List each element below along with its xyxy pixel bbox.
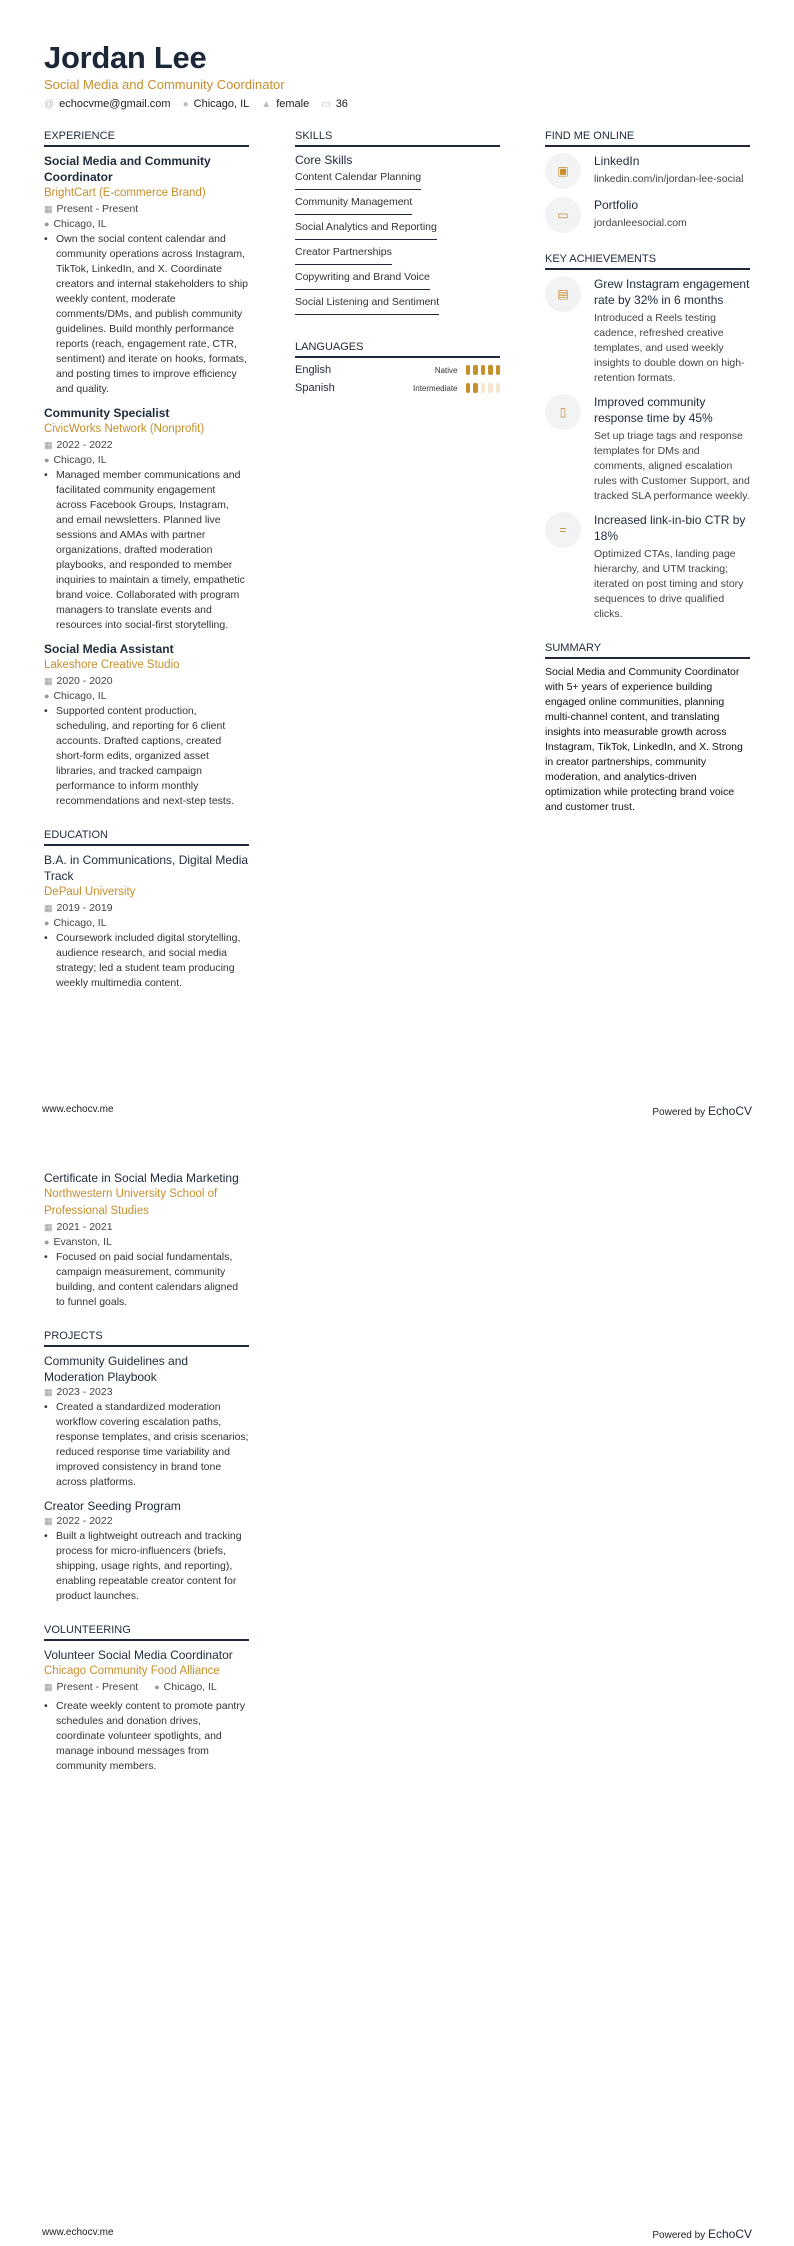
degree: B.A. in Communications, Digital Media Track: [44, 853, 249, 883]
location-pin-icon: ●: [44, 918, 50, 928]
location-pin-icon: ●: [44, 691, 50, 701]
rating-pip-filled: [473, 383, 478, 393]
location-pin-icon: ●: [44, 1237, 50, 1247]
section-heading: EDUCATION: [44, 829, 249, 846]
calendar-icon: ▦: [44, 676, 53, 686]
right-column: [545, 130, 750, 835]
email[interactable]: echocvme@gmail.com: [59, 98, 171, 110]
achievement-desc: Introduced a Reels testing cadence, refreshed creative templates, and used weekly insights to double down on high-retention formats.: [594, 312, 745, 384]
experience-item: Social Media Assistant Lakeshore Creative Studio ▦ 2020 - 2020 ● Chicago, IL • Supported content production, scheduling, and reporting for 6 client accounts. Drafted captions, created short-form edits, organized asset libraries, and tracked campaign performance to inform monthly recommendations and next-step tests.: [44, 641, 249, 809]
description: Built a lightweight outreach and tracking process for micro-influencers (briefs, shipping, usage rights, and reporting), enabling repeatable creator content for product launches.: [56, 1530, 242, 1602]
company: CivicWorks Network (Nonprofit): [44, 423, 205, 435]
skill-item: Community Management: [295, 196, 412, 215]
location: Chicago, IL: [53, 690, 107, 702]
achievements-section: [545, 253, 750, 622]
organization: Chicago Community Food Alliance: [44, 1665, 220, 1677]
rating-pip-filled: [481, 365, 486, 375]
footer-powered-by[interactable]: [652, 1104, 752, 1118]
location-pin-icon: ●: [44, 219, 50, 229]
description: Focused on paid social fundamentals, campaign measurement, community building, and content calendars aligned to funnel goals.: [56, 1251, 239, 1308]
skill-item: Social Listening and Sentiment: [295, 296, 439, 315]
language-level: Intermediate: [413, 383, 458, 393]
project-title: Community Guidelines and Moderation Playbook: [44, 1354, 189, 1384]
section-heading: LANGUAGES: [295, 341, 500, 358]
experience-section: [44, 130, 249, 809]
description: Supported content production, scheduling, and reporting for 6 client accounts. Drafted captions, created short-form edits, organized asset libraries, and tracked campaign performance to inform monthly recommendations and next-step tests.: [56, 705, 235, 807]
section-heading: VOLUNTEERING: [44, 1624, 249, 1641]
candidate-title: Social Media and Community Coordinator: [44, 77, 285, 92]
languages-section: [295, 341, 500, 394]
skill-item: Social Analytics and Reporting: [295, 221, 437, 240]
description: Coursework included digital storytelling, audience research, and social media strategy; led a student team producing weekly multimedia content.: [56, 932, 241, 989]
calendar-icon: ▦: [44, 1682, 53, 1692]
project-item: Creator Seeding Program ▦ 2022 - 2022 • Built a lightweight outreach and tracking process for micro-influencers (briefs, shipping, usage rights, and reporting), enabling repeatable creator content for product launches.: [44, 1498, 249, 1604]
dates: Present - Present: [56, 1681, 139, 1693]
achievement-title: Increased link-in-bio CTR by 18%: [594, 513, 746, 543]
brand-logo: EchoCV: [707, 2227, 752, 2241]
language-name: English: [295, 364, 332, 376]
achievement-item: [545, 276, 750, 386]
link-label: LinkedIn: [594, 154, 640, 168]
calendar-icon: ▦: [44, 1516, 53, 1526]
calendar-icon: ▦: [44, 903, 53, 913]
school: DePaul University: [44, 886, 136, 898]
achievement-desc: Set up triage tags and response templates for DMs and comments, aligned escalation rules with Customer Support, and tracked SLA performance weekly.: [594, 430, 750, 502]
age: 36: [335, 98, 348, 110]
description: Own the social content calendar and community operations across Instagram, TikTok, LinkedIn, and X. Coordinate creators and internal stakeholders to ship weekly content, moderate comments/DMs, and publish community guidelines. Build monthly performance reports (reach, engagement rate, CTR, sentiment) and iterate on hooks, formats, and posting times to improve efficiency and quality.: [56, 233, 249, 395]
achievement-item: [545, 394, 750, 504]
person-icon: ▲: [261, 99, 272, 110]
gender: female: [276, 98, 310, 110]
skill-item: Content Calendar Planning: [295, 171, 421, 190]
calendar-icon: ▭: [321, 99, 331, 110]
rating-pip-empty: [496, 383, 501, 393]
location: Chicago, IL: [53, 454, 107, 466]
rating-pip-empty: [488, 383, 493, 393]
dates: 2022 - 2022: [56, 1515, 113, 1527]
education-item: Certificate in Social Media Marketing Northwestern University School of Professional Studies ▦ 2021 - 2021 ● Evanston, IL • Focused on paid social fundamentals, campaign measurement, community building, and content calendars aligned to funnel goals.: [44, 1170, 249, 1310]
language-rating: [466, 383, 501, 393]
dates: 2021 - 2021: [56, 1221, 113, 1233]
company: BrightCart (E-commerce Brand): [44, 187, 206, 199]
online-link[interactable]: [545, 153, 750, 189]
resume-page-2: [0, 1123, 794, 2246]
job-title: Social Media and Community Coordinator: [44, 154, 211, 184]
rating-pip-filled: [488, 365, 493, 375]
dates: 2023 - 2023: [56, 1386, 113, 1398]
project-item: Community Guidelines and Moderation Playbook ▦ 2023 - 2023 • Created a standardized moderation workflow covering escalation paths, response templates, and crisis scenarios; reduced response time variability and improved consistency in brand tone across platforms.: [44, 1354, 249, 1488]
rating-pip-filled: [466, 365, 471, 375]
brand-logo: EchoCV: [707, 1104, 752, 1118]
location-pin-icon: ●: [182, 99, 189, 110]
left-column: [44, 130, 249, 1011]
company: Lakeshore Creative Studio: [44, 659, 180, 671]
volunteering-section: [44, 1624, 249, 1774]
link-label: Portfolio: [594, 198, 639, 212]
footer-powered-by[interactable]: [652, 2227, 752, 2241]
skill-item: Creator Partnerships: [295, 246, 392, 265]
clipboard-icon: ▣: [545, 153, 581, 189]
project-title: Creator Seeding Program: [44, 1499, 181, 1513]
description: Create weekly content to promote pantry schedules and donation drives, coordinate volunteer spotlights, and manage inbound messages from community members.: [56, 1700, 246, 1772]
location-pin-icon: ●: [154, 1682, 160, 1692]
location-pin-icon: ●: [44, 455, 50, 465]
skill-category: Core Skills: [295, 153, 353, 167]
powered-label: Powered by: [652, 1107, 706, 1118]
rating-pip-empty: [481, 383, 486, 393]
section-heading: PROJECTS: [44, 1330, 249, 1347]
achievement-title: Improved community response time by 45%: [594, 395, 713, 425]
link-url[interactable]: jordanleesocial.com: [594, 217, 687, 229]
job-title: Community Specialist: [44, 406, 170, 420]
middle-column: [295, 130, 500, 414]
job-title: Social Media Assistant: [44, 642, 174, 656]
powered-label: Powered by: [652, 2230, 706, 2241]
achievement-title: Grew Instagram engagement rate by 32% in 6 months: [594, 277, 750, 307]
section-heading: SUMMARY: [545, 642, 750, 659]
dates: 2022 - 2022: [56, 439, 113, 451]
footer-site-link[interactable]: www.echocv.me: [42, 2227, 114, 2238]
calendar-chart-icon: ▤: [545, 276, 581, 312]
language-item: [295, 382, 500, 394]
degree: Certificate in Social Media Marketing: [44, 1171, 239, 1185]
section-heading: FIND ME ONLINE: [545, 130, 750, 147]
school: Northwestern University School of Professional Studies: [44, 1188, 218, 1217]
footer-site-link[interactable]: www.echocv.me: [42, 1104, 114, 1115]
summary-section: [545, 642, 750, 815]
achievement-desc: Optimized CTAs, landing page hierarchy, and UTM tracking; iterated on post timing and story sequences to drive qualified clicks.: [594, 548, 744, 620]
role-title: Volunteer Social Media Coordinator: [44, 1648, 233, 1662]
skill-item: Copywriting and Brand Voice: [295, 271, 430, 290]
email-icon: @: [44, 99, 55, 110]
section-heading: KEY ACHIEVEMENTS: [545, 253, 750, 270]
skills-section: [295, 130, 500, 321]
projects-section: [44, 1330, 249, 1604]
location: Evanston, IL: [53, 1236, 112, 1248]
rating-pip-filled: [473, 365, 478, 375]
online-link[interactable]: [545, 197, 750, 233]
description: Created a standardized moderation workflow covering escalation paths, response templates, and crisis scenarios; reduced response time variability and improved consistency in brand tone across platforms.: [56, 1401, 249, 1488]
rating-pip-filled: [466, 383, 471, 393]
experience-item: Community Specialist CivicWorks Network (Nonprofit) ▦ 2022 - 2022 ● Chicago, IL • Managed member communications and facilitated community engagement across Facebook Groups, Instagram, and email newsletters. Planned live sessions and AMAs with partner organizations, drafted moderation playbooks, and responded to member inquiries to maintain a timely, empathetic brand voice. Collaborated with program managers to translate events and resources into social-first storytelling.: [44, 405, 249, 633]
phone-icon: ▯: [545, 394, 581, 430]
calendar-icon: ▦: [44, 1222, 53, 1232]
language-level: Native: [434, 365, 458, 375]
online-section: [545, 130, 750, 233]
rating-pip-filled: [496, 365, 501, 375]
language-rating: [466, 365, 501, 375]
location: Chicago, IL: [193, 98, 250, 110]
link-url[interactable]: linkedin.com/in/jordan-lee-social: [594, 173, 744, 185]
volunteering-item: Volunteer Social Media Coordinator Chicago Community Food Alliance ▦ Present - Present ● Chicago, IL • Create weekly content to promote pantry schedules and donation drives, coordinate volunteer spotlights, and manage inbound messages from community members.: [44, 1647, 249, 1774]
education-item: B.A. in Communications, Digital Media Track DePaul University ▦ 2019 - 2019 ● Chicago, IL • Coursework included digital storytelling, audience research, and social media strategy; led a student team producing weekly multimedia content.: [44, 853, 249, 989]
tag-icon: ▭: [545, 197, 581, 233]
education-section: [44, 829, 249, 991]
section-heading: EXPERIENCE: [44, 130, 249, 147]
section-heading: SKILLS: [295, 130, 500, 147]
description: Managed member communications and facilitated community engagement across Facebook Groups, Instagram, and email newsletters. Planned live sessions and AMAs with partner organizations, drafted moderation playbooks, and responded to member inquiries to maintain a timely, empathetic brand voice. Collaborated with program managers to translate events and resources into social-first storytelling.: [56, 469, 245, 631]
location: Chicago, IL: [53, 917, 107, 929]
summary-text: Social Media and Community Coordinator with 5+ years of experience building engaged online communities, planning multi-channel content, and translating insights into measurable growth across Instagram, TikTok, LinkedIn, and X. Strong in creator partnerships, community moderation, and analytics-driven optimization while protecting brand voice and customer trust.: [545, 666, 743, 813]
location: Chicago, IL: [163, 1681, 217, 1693]
left-column: [44, 1170, 249, 1794]
calendar-icon: ▦: [44, 1387, 53, 1397]
calendar-icon: ▦: [44, 440, 53, 450]
language-item: [295, 364, 500, 376]
location: Chicago, IL: [53, 218, 107, 230]
dates: 2019 - 2019: [56, 902, 113, 914]
dates: 2020 - 2020: [56, 675, 113, 687]
education-continued: [44, 1170, 249, 1310]
calendar-icon: ▦: [44, 204, 53, 214]
experience-item: Social Media and Community Coordinator BrightCart (E-commerce Brand) ▦ Present - Present ● Chicago, IL • Own the social content calendar and community operations across Instagram, TikTok, LinkedIn, and X. Coordinate creators and internal stakeholders to ship weekly content, moderate comments/DMs, and publish community guidelines. Build monthly performance reports (reach, engagement rate, CTR, sentiment) and iterate on hooks, formats, and posting times to improve efficiency and quality.: [44, 154, 249, 395]
dates: Present - Present: [56, 203, 139, 215]
language-name: Spanish: [295, 382, 335, 394]
candidate-name: Jordan Lee: [44, 40, 207, 75]
contact-row: [44, 98, 348, 110]
equals-icon: =: [545, 512, 581, 548]
achievement-item: [545, 512, 750, 622]
